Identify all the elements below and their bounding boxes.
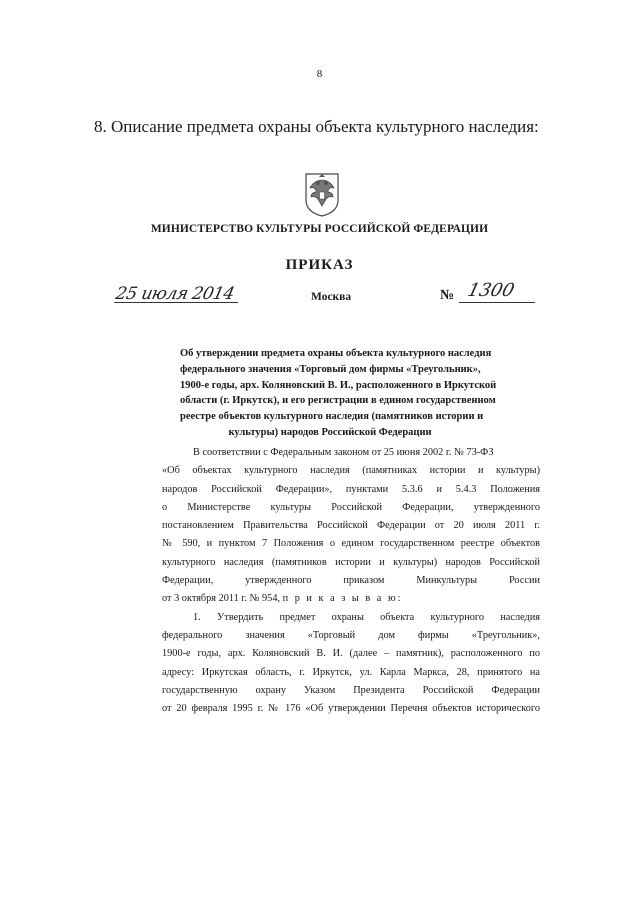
body-line-text: от 3 октября 2011 г. № 954, [162,593,281,605]
order-number: 1300 [465,280,540,301]
body-line: постановлением Правительства Российской Федерации от 20 июля 2011 г. [162,520,540,532]
order-phrase: п р и к а з ы в а ю: [282,593,403,605]
subject-line: федерального значения «Торговый дом фирмы «Треугольник», [180,363,481,375]
body-line: 1900-е годы, арх. Коляновский В. И. (далее – памятник), расположенного по [162,648,540,660]
body-line: о Министерстве культуры Российской Федерации, утвержденного [162,501,540,513]
body-line: В соответствии с Федеральным законом от 25 июня 2002 г. № 73-ФЗ [193,447,494,458]
subject-line: Об утверждении предмета охраны объекта культурного наследия [180,348,492,359]
order-number-label: № [440,288,455,303]
section-heading: 8. Описание предмета охраны объекта культурного наследия: [94,117,539,136]
body-line: Федерации, утвержденного приказом Минкультуры России [162,575,540,587]
page-number: 8 [316,68,323,80]
subject-line: области (г. Иркутск), и его регистрации в едином государственном [180,395,496,407]
ministry-name: МИНИСТЕРСТВО КУЛЬТУРЫ РОССИЙСКОЙ ФЕДЕРАЦИИ [150,223,489,235]
order-title: ПРИКАЗ [285,257,354,273]
body-line: № 590, и пунктом 7 Положения о едином государственном реестре объектов [162,538,540,550]
handwritten-date: 25 июля 2014 [113,284,236,304]
city: Москва [311,291,352,303]
body-line: от 20 февраля 1995 г. № 176 «Об утверждении Перечня объектов исторического [162,703,540,715]
body-line: государственную охрану Указом Президента Российской Федерации [162,684,540,696]
body-line: адресу: Иркутская область, г. Иркутск, ул. Карла Маркса, 28, принятого на [162,666,540,678]
subject-line: культуры) народов Российской Федерации [228,426,432,438]
body-line: культурного наследия (памятников истории и культуры) народов Российской [162,556,540,568]
order-body [162,444,540,718]
subject-line: реестре объектов культурного наследия (памятников истории и [180,411,484,423]
coat-of-arms-emblem [302,170,342,218]
body-line: народов Российской Федерации», пунктами 5.3.6 и 5.4.3 Положения [162,483,540,495]
body-line: 1. Утвердить предмет охраны объекта культурного наследия [193,611,540,623]
order-subject [180,346,497,441]
subject-line: 1900-е годы, арх. Коляновский В. И., расположенного в Иркутской [180,379,497,391]
body-line [162,590,540,608]
body-line: «Об объектах культурного наследия (памятниках истории и культуры) [162,465,540,477]
body-line: федерального значения «Торговый дом фирмы «Треугольник», [162,629,540,641]
